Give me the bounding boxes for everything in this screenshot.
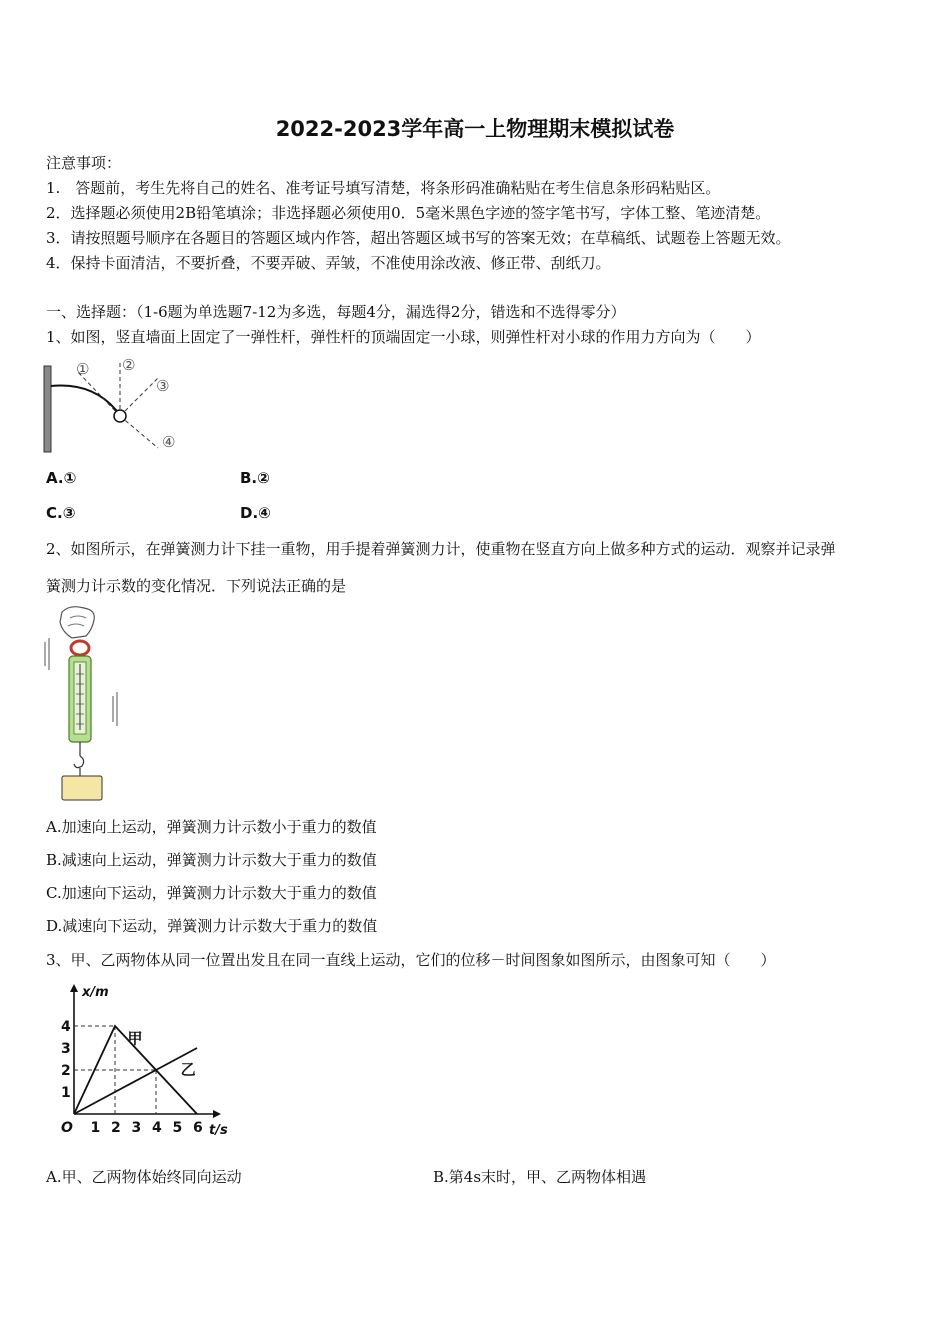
- y-tick-label: 2: [61, 1063, 71, 1079]
- notice-item: 1. 答题前，考生先将自己的姓名、准考证号填写清楚，将条形码准确粘贴在考生信息条形码粘贴区。: [46, 179, 721, 197]
- figure-label-1: ①: [76, 360, 90, 378]
- x-axis-arrow: [213, 1110, 221, 1118]
- x-tick-label: 6: [193, 1120, 203, 1136]
- section-heading: 一、选择题：（1-6题为单选题7-12为多选，每题4分，漏选得2分，错选和不选得零分）: [46, 303, 626, 321]
- notice-heading: 注意事项：: [46, 154, 122, 172]
- q2-option-c: C.加速向下运动，弹簧测力计示数大于重力的数值: [46, 884, 377, 902]
- question-1-figure: [42, 354, 192, 458]
- direction-line-3: [120, 378, 158, 416]
- series-line-2: [74, 1048, 197, 1114]
- y-tick-label: 4: [61, 1019, 71, 1035]
- x-tick-label: 3: [131, 1120, 142, 1136]
- y-axis-label: x/m: [82, 985, 109, 1000]
- q3-option-a: A.甲、乙两物体始终同向运动: [46, 1168, 242, 1186]
- notice-item: 4．保持卡面清洁，不要折叠，不要弄破、弄皱，不准使用涂改液、修正带、刮纸刀。: [46, 254, 611, 272]
- elastic-rod: [51, 386, 120, 417]
- question-2-stem-line1: 2、如图所示，在弹簧测力计下挂一重物，用手提着弹簧测力计，使重物在竖直方向上做多种方式的运动．观察并记录弹: [46, 540, 836, 558]
- q1-option-b: B.②: [240, 469, 270, 487]
- ball: [114, 410, 126, 422]
- position-time-chart: [40, 980, 250, 1140]
- y-tick-label: 3: [61, 1041, 71, 1057]
- y-tick-label: 1: [61, 1085, 71, 1101]
- hand-icon: [60, 607, 94, 638]
- q2-option-b: B.减速向上运动，弹簧测力计示数大于重力的数值: [46, 851, 377, 869]
- x-axis-label: t/s: [209, 1123, 228, 1138]
- notice-item: 3．请按照题号顺序在各题目的答题区域内作答，超出答题区域书写的答案无效；在草稿纸、试题卷上答题无效。: [46, 229, 791, 247]
- question-2-stem-line2: 簧测力计示数的变化情况．下列说法正确的是: [46, 577, 347, 595]
- q2-option-a: A.加速向上运动，弹簧测力计示数小于重力的数值: [46, 818, 377, 836]
- figure-label-4: ④: [162, 433, 176, 451]
- scale-ring: [71, 641, 89, 655]
- q3-option-b: B.第4s末时，甲、乙两物体相遇: [433, 1168, 647, 1186]
- q1-option-a: A.①: [46, 469, 77, 487]
- q2-option-d: D.减速向下运动，弹簧测力计示数大于重力的数值: [46, 917, 378, 935]
- question-1-stem: 1、如图，竖直墙面上固定了一弹性杆，弹性杆的顶端固定一小球，则弹性杆对小球的作用力方向为（ ）: [46, 328, 761, 346]
- q1-option-d: D.④: [240, 504, 271, 522]
- series-label-1: 甲: [127, 1029, 143, 1048]
- series-label-2: 乙: [180, 1060, 196, 1079]
- question-3-stem: 3、甲、乙两物体从同一位置出发且在同一直线上运动，它们的位移－时间图象如图所示，由图象可知（ ）: [46, 951, 776, 969]
- hook: [74, 756, 84, 768]
- direction-line-4: [120, 416, 158, 448]
- question-2-figure: [40, 604, 125, 802]
- weight-block: [62, 776, 102, 800]
- x-tick-label: 5: [172, 1120, 183, 1136]
- x-tick-label: 2: [111, 1120, 121, 1136]
- figure-label-2: ②: [122, 356, 136, 374]
- q1-option-c: C.③: [46, 504, 76, 522]
- figure-label-3: ③: [156, 377, 170, 395]
- x-tick-label: 4: [152, 1120, 162, 1136]
- page-title: 2022-2023学年高一上物理期末模拟试卷: [275, 117, 675, 141]
- notice-item: 2．选择题必须使用2B铅笔填涂；非选择题必须使用0．5毫米黑色字迹的签字笔书写，字体工整、笔迹清楚。: [46, 204, 771, 222]
- wall: [44, 366, 51, 452]
- origin-label: O: [61, 1120, 73, 1136]
- x-tick-label: 1: [90, 1120, 101, 1136]
- direction-line-1: [78, 372, 120, 416]
- y-axis-arrow: [70, 984, 78, 992]
